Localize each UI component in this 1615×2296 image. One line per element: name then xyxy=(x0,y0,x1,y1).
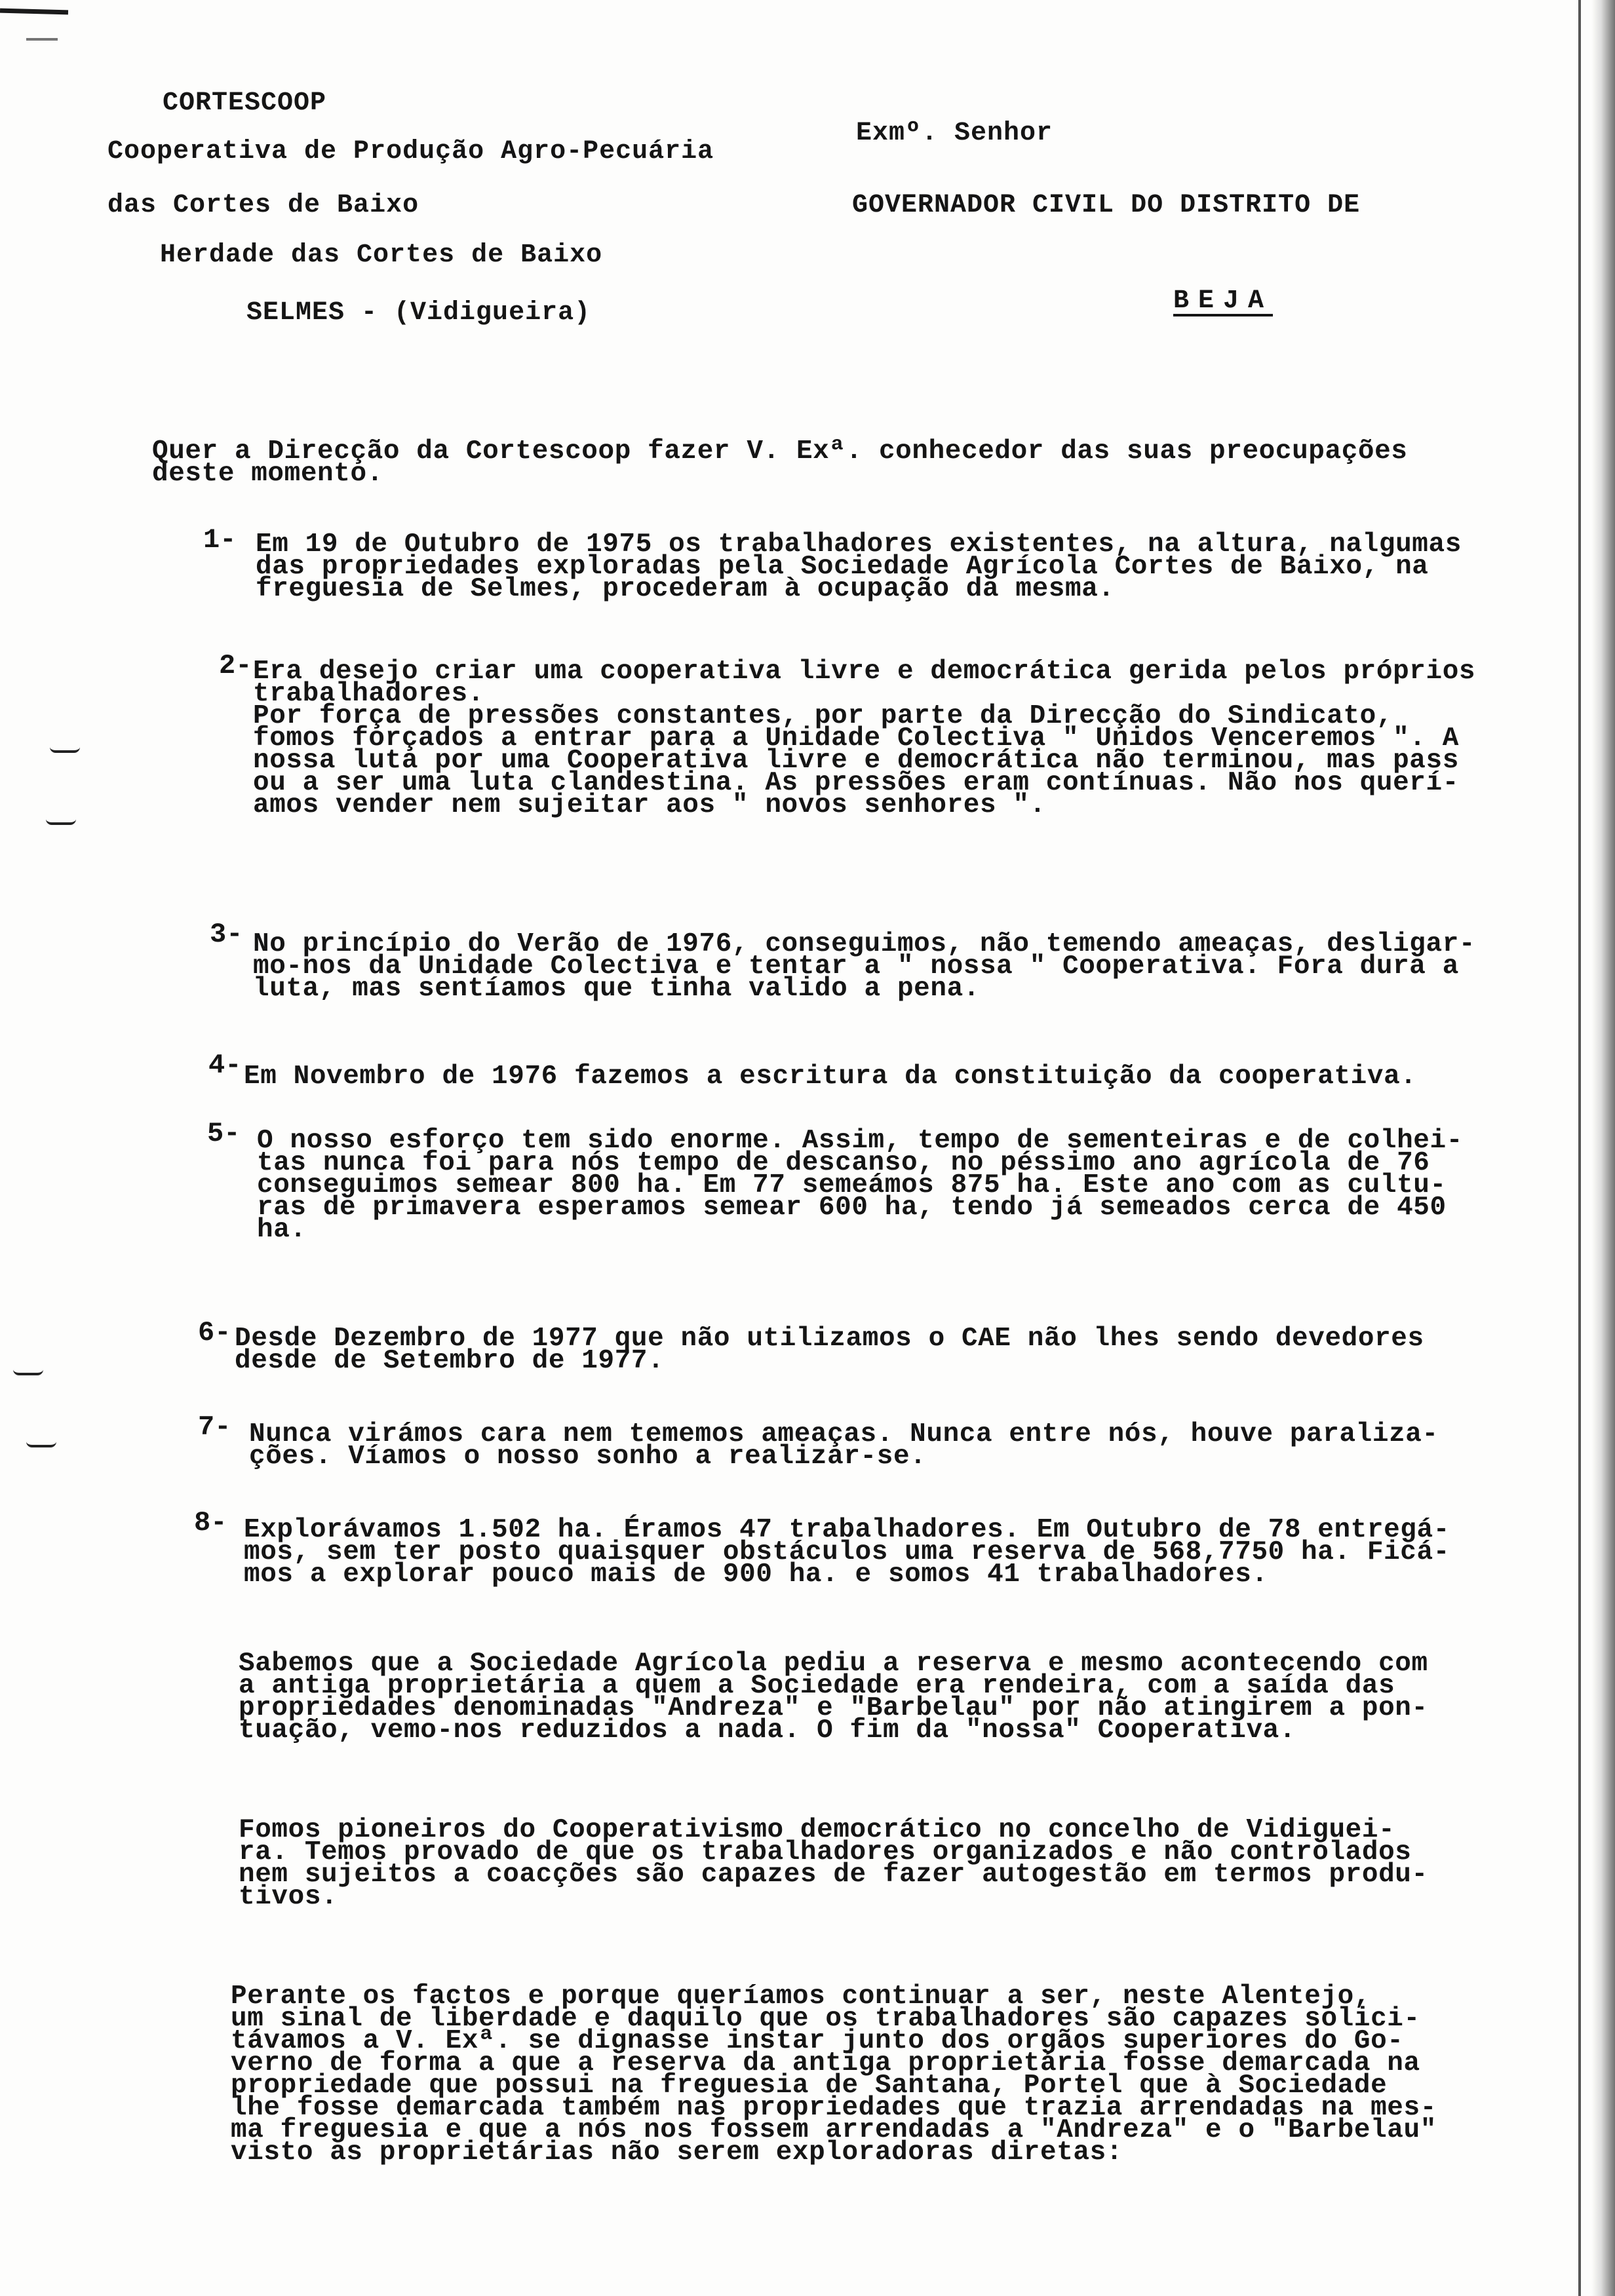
item-2-text: Era desejo criar uma cooperativa livre e democrática gerida pelos próprios trabalhadores. Por força de pressões constantes, por parte da Direcção do Sindicato, fomos forçados a entrar para a Unidade Colectiva " Unidos Venceremos ". A nossa luta por uma Cooperativa livre e democrática não terminou, mas pass ou a ser uma luta clandestina. As pressões eram contínuas. Não nos querí- amos vender nem sujeitar aos " novos senhores ". xyxy=(253,657,1476,820)
item-1-number: 1- xyxy=(203,524,237,556)
recipient-title: GOVERNADOR CIVIL DO DISTRITO DE xyxy=(852,191,1361,220)
item-6-number: 6- xyxy=(198,1317,231,1349)
item-4-number: 4- xyxy=(208,1050,242,1081)
sender-address-2: SELMES - (Vidigueira) xyxy=(246,298,591,328)
recipient-salutation: Exmº. Senhor xyxy=(856,119,1053,148)
item-4-text: Em Novembro de 1976 fazemos a escritura da constituição da cooperativa. xyxy=(244,1062,1417,1092)
scan-mark-top-left-small xyxy=(26,38,58,41)
scan-page-edge-shadow xyxy=(1591,0,1615,2296)
paragraph-reserva: Sabemos que a Sociedade Agrícola pediu a reserva e mesmo acontecendo com a antiga proprietária a quem a Sociedade era rendeira, com a saída das propriedades denominadas "Andreza" e "Barbelau" por não atingirem a pon- tuação, vemo-nos reduzidos a nada. O fim da "nossa" Cooperativa. xyxy=(239,1649,1428,1746)
item-5-text: O nosso esforço tem sido enorme. Assim, tempo de sementeiras e de colhei- tas nunca foi para nós tempo de descanso, no péssimo ano agrícola de 76 conseguimos semear 800 ha. Em 77 semeámos 875 ha. Este ano com as cultu- ras de primavera esperamos semear 600 ha, tendo já semeados cerca de 450 ha. xyxy=(257,1126,1463,1245)
paragraph-pedido: Perante os factos e porque queríamos continuar a ser, neste Alentejo, um sinal de liberdade e daquilo que os trabalhadores são capazes solici- távamos a V. Exª. se dignasse instar junto dos orgãos superiores do Go- verno de forma a que a reserva da antiga proprietária fosse demarcada na propriedade que possui na freguesia de Santana, Portel que à Sociedade lhe fosse demarcada também nas propriedades que trazia arrendadas na mes- ma freguesia e que a nós nos fossem arrendadas a "Andreza" e o "Barbelau" visto as proprietárias não serem exploradoras diretas: xyxy=(231,1981,1437,2168)
sender-org-full-1: Cooperativa de Produção Agro-Pecuária xyxy=(107,137,714,166)
margin-mark-1 xyxy=(50,747,80,753)
item-7-text: Nunca virámos cara nem tememos ameaças. Nunca entre nós, houve paraliza- ções. Víamos o nosso sonho a realizar-se. xyxy=(249,1419,1439,1472)
recipient-city: BEJA xyxy=(1173,286,1274,316)
item-3-number: 3- xyxy=(210,919,243,950)
scan-page-edge-line xyxy=(1578,0,1581,2296)
item-2-number: 2- xyxy=(219,650,252,681)
margin-mark-2 xyxy=(46,819,76,825)
sender-address-1: Herdade das Cortes de Baixo xyxy=(160,240,603,270)
intro-paragraph: Quer a Direcção da Cortescoop fazer V. Exª. conhecedor das suas preocupações deste momento. xyxy=(152,436,1408,489)
item-8-text: Explorávamos 1.502 ha. Éramos 47 trabalhadores. Em Outubro de 78 entregá- mos, sem ter posto quaisquer obstáculos uma reserva de 568,7750 ha. Ficá- mos a explorar pouco mais de 900 ha. e somos 41 trabalhadores. xyxy=(244,1515,1450,1590)
item-6-text: Desde Dezembro de 1977 que não utilizamos o CAE não lhes sendo devedores desde de Setembro de 1977. xyxy=(235,1324,1424,1376)
paragraph-pioneiros: Fomos pioneiros do Cooperativismo democrático no concelho de Vidiguei- ra. Temos provado de que os trabalhadores organizados e não controlados nem sujeitos a coacções são capazes de fazer autogestão em termos produ- tivos. xyxy=(239,1815,1428,1912)
item-3-text: No princípio do Verão de 1976, conseguimos, não temendo ameaças, desligar- mo-nos da Unidade Colectiva e tentar a " nossa " Cooperativa. Fora dura a luta, mas sentíamos que tinha valido a pena. xyxy=(253,929,1476,1004)
item-7-number: 7- xyxy=(198,1411,231,1443)
margin-mark-4 xyxy=(26,1442,56,1447)
sender-org-full-2: das Cortes de Baixo xyxy=(107,191,419,220)
sender-org-name: CORTESCOOP xyxy=(163,88,327,118)
item-1-text: Em 19 de Outubro de 1975 os trabalhadores existentes, na altura, nalgumas das propriedades exploradas pela Sociedade Agrícola Cortes de Baixo, na freguesia de Selmes, procederam à ocupação da mesma. xyxy=(256,529,1462,604)
item-5-number: 5- xyxy=(207,1118,241,1149)
scan-mark-top-left xyxy=(0,9,68,15)
margin-mark-3 xyxy=(13,1369,43,1375)
item-8-number: 8- xyxy=(194,1507,227,1539)
